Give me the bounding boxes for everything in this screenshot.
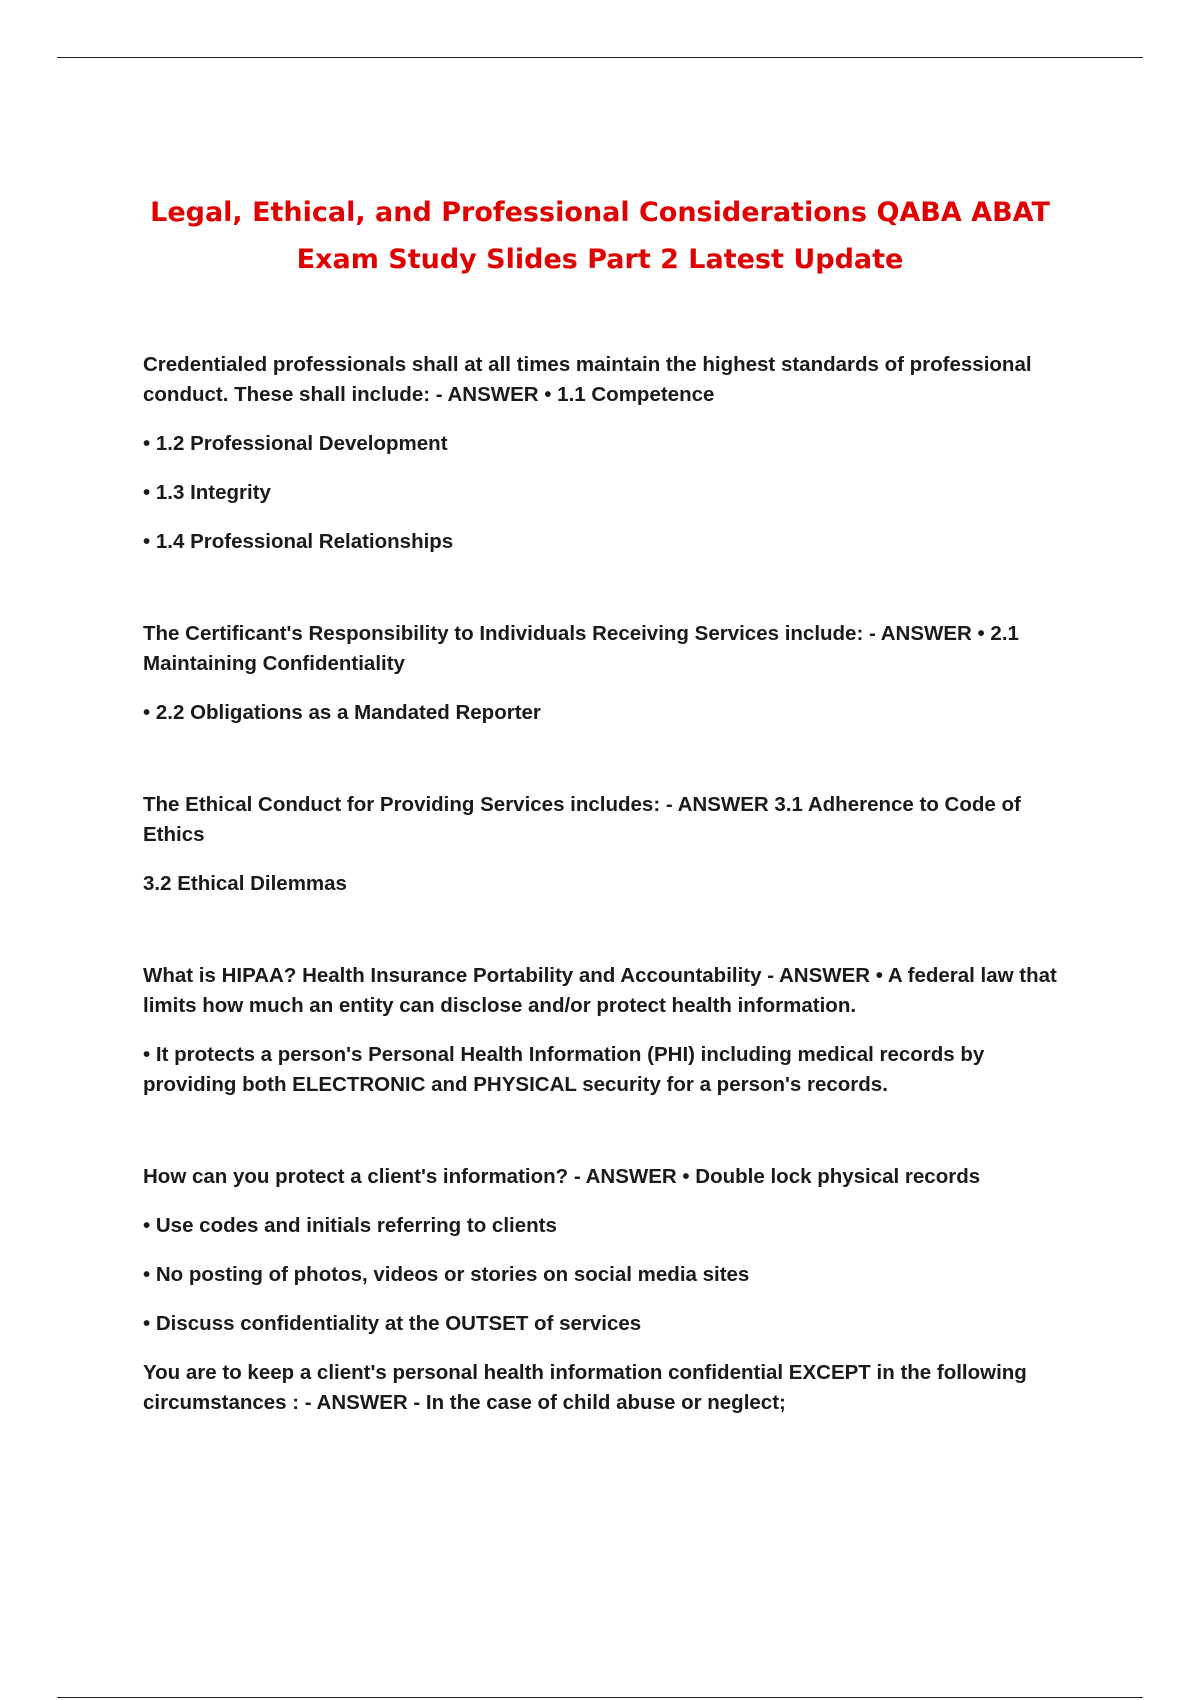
title-line-1: Legal, Ethical, and Professional Considerations QABA ABAT [150, 197, 1050, 228]
bottom-divider [57, 1697, 1143, 1698]
answer-item: 3.2 Ethical Dilemmas [143, 872, 347, 895]
answer-item: • Discuss confidentiality at the OUTSET of services [143, 1312, 642, 1335]
question-paragraph: What is HIPAA? Health Insurance Portability and Accountability - ANSWER • A federal law that limits how much an entity can disclose and/or protect health information. [143, 964, 1057, 1017]
top-divider [57, 57, 1143, 58]
qa-block-responsibility [143, 619, 1083, 728]
answer-item: • 1.4 Professional Relationships [143, 530, 454, 553]
document-title [120, 189, 1080, 283]
qa-block-hipaa [143, 961, 1083, 1100]
answer-item: • Use codes and initials referring to clients [143, 1214, 557, 1237]
document-body [143, 350, 1083, 1437]
question-paragraph: The Ethical Conduct for Providing Services includes: - ANSWER 3.1 Adherence to Code of Ethics [143, 793, 1021, 846]
title-line-2: Exam Study Slides Part 2 Latest Update [296, 244, 904, 275]
qa-block-ethical-conduct [143, 790, 1083, 899]
answer-item: • 1.2 Professional Development [143, 432, 448, 455]
answer-item: • 1.3 Integrity [143, 481, 271, 504]
question-paragraph: The Certificant's Responsibility to Individuals Receiving Services include: - ANSWER • 2.1 Maintaining Confidentiality [143, 622, 1019, 675]
question-paragraph: Credentialed professionals shall at all times maintain the highest standards of professional conduct. These shall include: - ANSWER • 1.1 Competence [143, 353, 1032, 406]
answer-item: • 2.2 Obligations as a Mandated Reporter [143, 701, 541, 724]
qa-block-protect-info [143, 1162, 1083, 1418]
answer-item: • No posting of photos, videos or stories on social media sites [143, 1263, 750, 1286]
answer-item: • It protects a person's Personal Health Information (PHI) including medical records by providing both ELECTRONIC and PHYSICAL security for a person's records. [143, 1043, 985, 1096]
question-paragraph: How can you protect a client's information? - ANSWER • Double lock physical records [143, 1165, 981, 1188]
question-paragraph: You are to keep a client's personal health information confidential EXCEPT in the following circumstances : - ANSWER - In the case of child abuse or neglect; [143, 1361, 1027, 1414]
qa-block-standards [143, 350, 1083, 557]
